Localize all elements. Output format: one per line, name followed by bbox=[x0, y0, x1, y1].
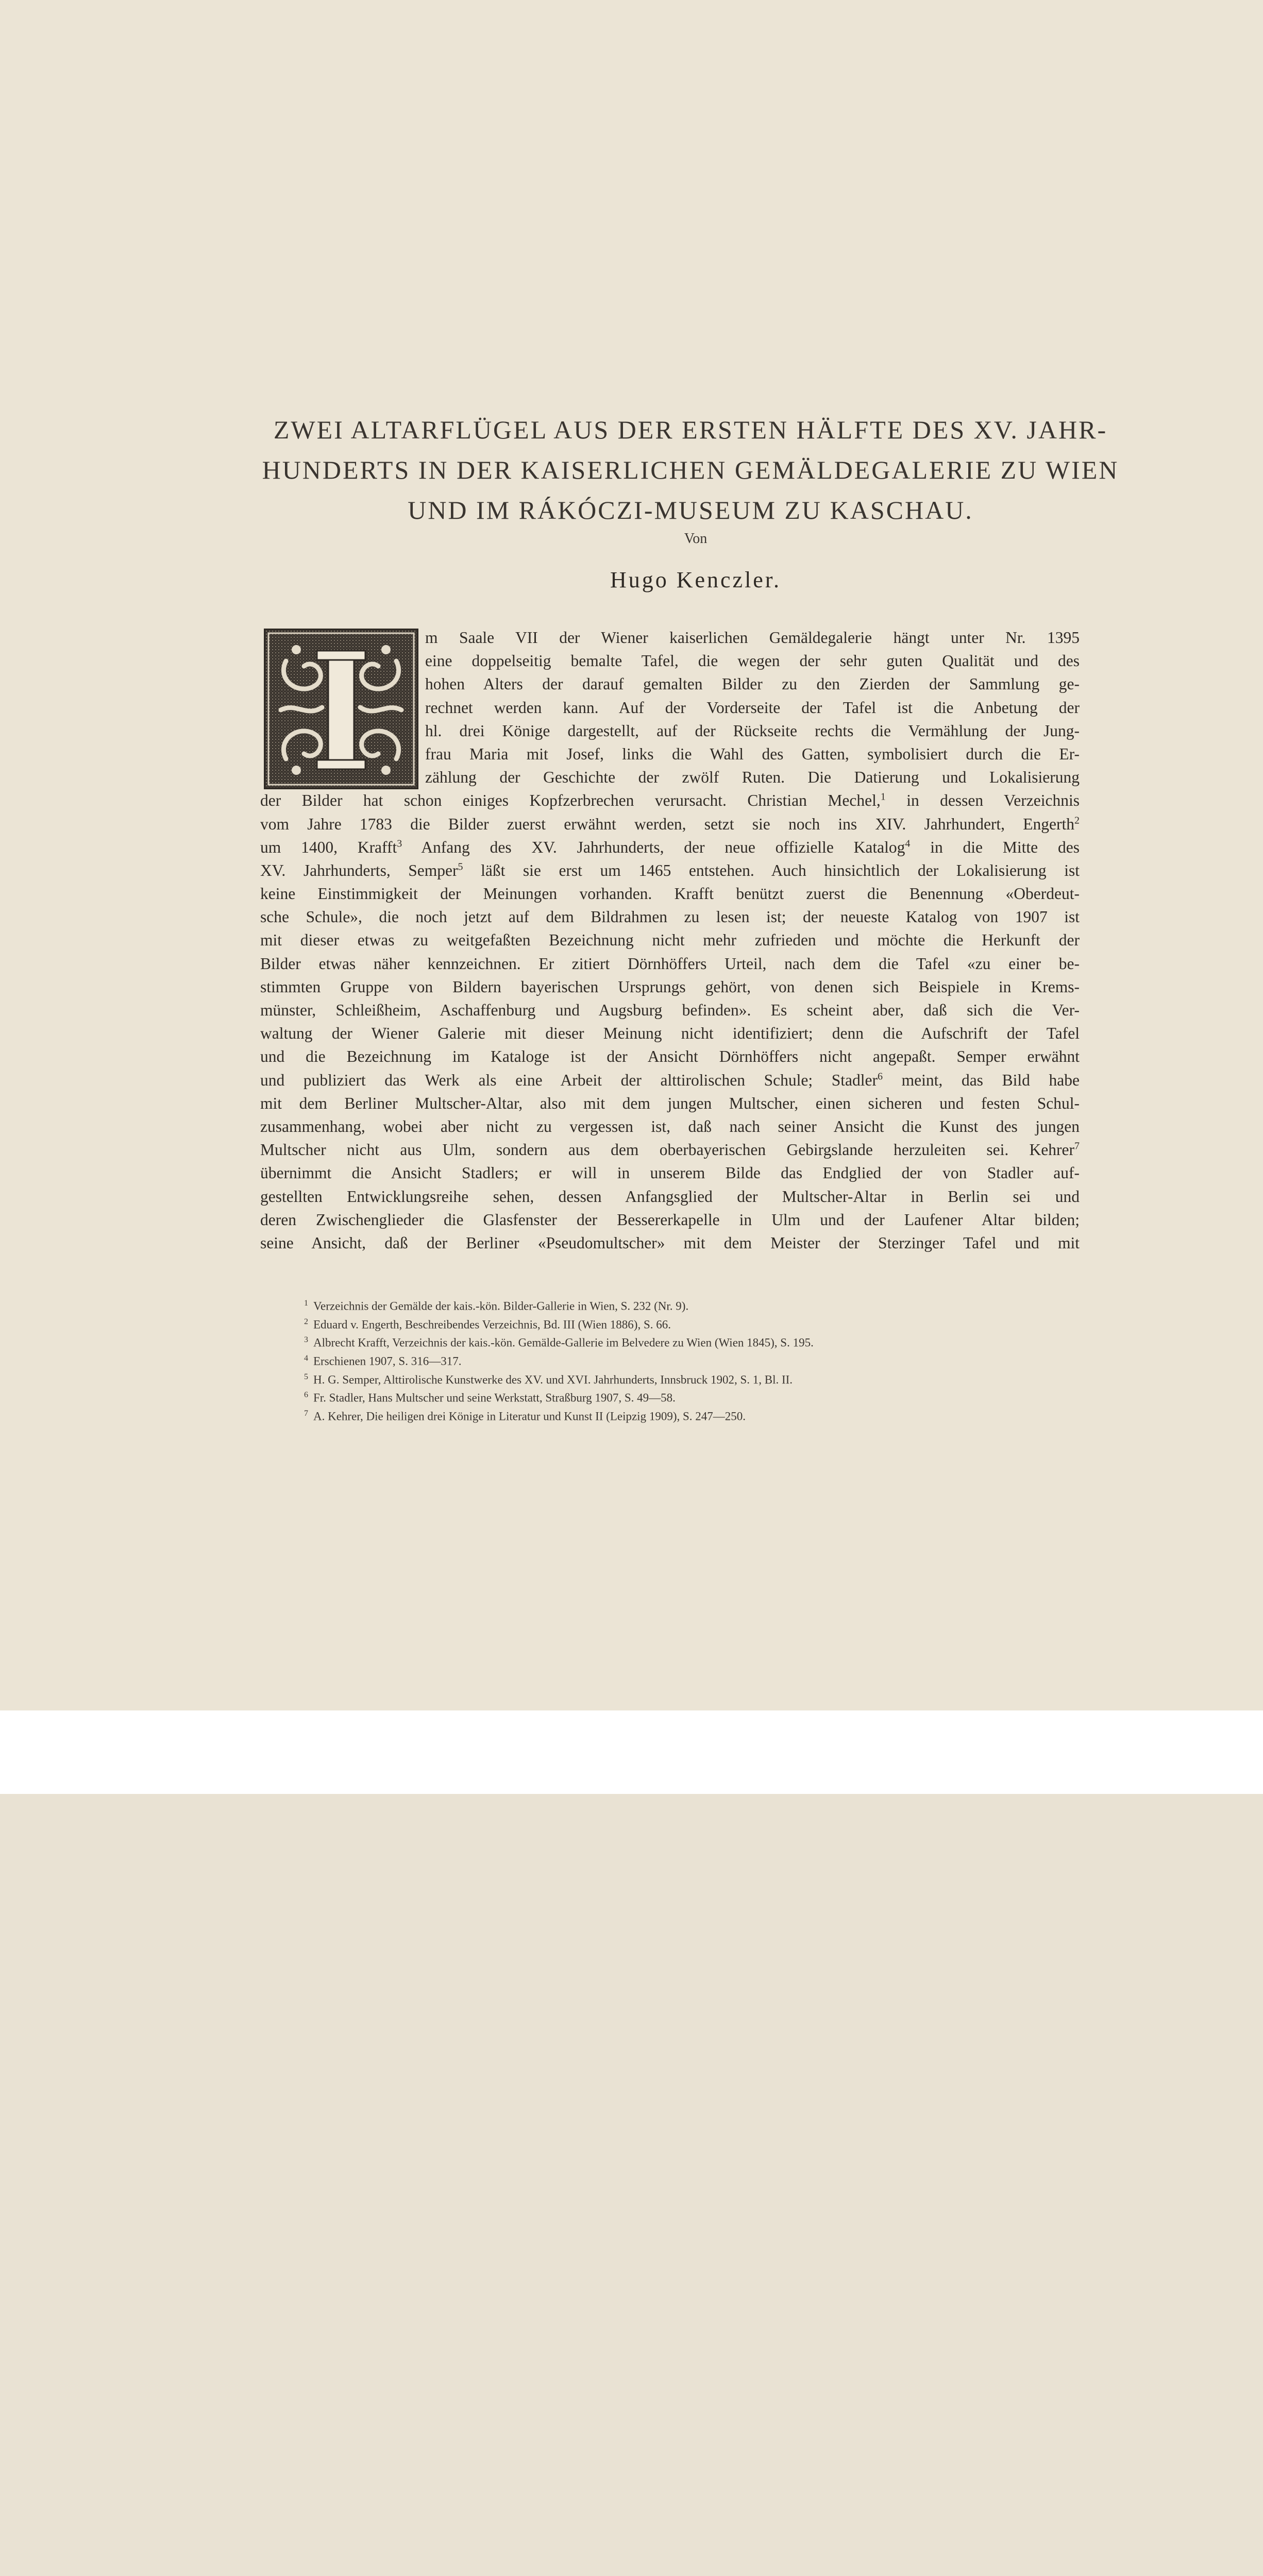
footnote: $^5$ H. G. Semper, Alttirolische Kunstwerke des XV. und XVI. Jahrhunderts, Innsbruck 1902, S. 1, Bl. II. bbox=[304, 1372, 793, 1386]
text-line: m Saale VII der Wiener kaiserlichen Gemäldegalerie hängt unter Nr. 1395 bbox=[425, 629, 1080, 647]
text-line: zusammenhang, wobei aber nicht zu vergessen ist, daß nach seiner Ansicht die Kunst des jungen bbox=[260, 1117, 1080, 1136]
footnote-ref: 2 bbox=[1074, 815, 1080, 826]
footnote: $^2$ Eduard v. Engerth, Beschreibendes Verzeichnis, Bd. III (Wien 1886), S. 66. bbox=[304, 1317, 671, 1331]
footnote-ref: 5 bbox=[458, 861, 463, 873]
footnote: $^3$ Albrecht Krafft, Verzeichnis der kais.-kön. Gemälde-Gallerie im Belvedere zu Wien (Wien 1845), S. 195. bbox=[304, 1335, 814, 1349]
title-line: HUNDERTS IN DER KAISERLICHEN GEMÄLDEGALERIE ZU WIEN bbox=[262, 455, 1119, 484]
text-line: um 1400, Krafft$^3$ Anfang des XV. Jahrhunderts, der neue offizielle Katalog$^4$ in die Mitte des bbox=[260, 838, 1080, 856]
viewer-footer bbox=[0, 1710, 1263, 1794]
byline: Von bbox=[684, 531, 708, 547]
text-line: frau Maria mit Josef, links die Wahl des Gatten, symbolisiert durch die Er- bbox=[425, 744, 1080, 763]
footnote: $^1$ Verzeichnis der Gemälde der kais.-kön. Bilder-Gallerie in Wien, S. 232 (Nr. 9). bbox=[304, 1299, 689, 1313]
text-line: zählung der Geschichte der zwölf Ruten. Die Datierung und Lokalisierung bbox=[425, 768, 1080, 787]
title-line: UND IM RÁKÓCZI-MUSEUM ZU KASCHAU. bbox=[408, 496, 973, 524]
body-text bbox=[260, 626, 1080, 1255]
text-line: Bilder etwas näher kennzeichnen. Er zitiert Dörnhöffers Urteil, nach dem die Tafel «zu einer be- bbox=[260, 954, 1080, 973]
text-line: hl. drei Könige dargestellt, auf der Rückseite rechts die Vermählung der Jung- bbox=[425, 721, 1080, 740]
text-line: seine Ansicht, daß der Berliner «Pseudomultscher» mit dem Meister der Sterzinger Tafel und mit bbox=[260, 1233, 1080, 1252]
text-line: und publiziert das Werk als eine Arbeit der alttirolischen Schule; Stadler$^6$ meint, das Bild habe bbox=[260, 1071, 1080, 1089]
text-line: sche Schule», die noch jetzt auf dem Bildrahmen zu lesen ist; der neueste Katalog von 1907 ist bbox=[260, 908, 1080, 926]
footnotes bbox=[304, 1296, 1077, 1425]
text-line: mit dem Berliner Multscher-Altar, also mit dem jungen Multscher, einen sicheren und festen Schul- bbox=[260, 1094, 1080, 1112]
footnote-ref: 6 bbox=[878, 1071, 883, 1082]
text-line: keine Einstimmigkeit der Meinungen vorhanden. Krafft benützt zuerst die Benennung «Oberdeut- bbox=[260, 885, 1080, 903]
text-line: eine doppelseitig bemalte Tafel, die wegen der sehr guten Qualität und des bbox=[425, 652, 1080, 670]
footnote: $^4$ Erschienen 1907, S. 316—317. bbox=[304, 1353, 462, 1368]
text-line: XV. Jahrhunderts, Semper$^5$ läßt sie erst um 1465 entstehen. Auch hinsichtlich der Lokalisierung ist bbox=[260, 861, 1080, 879]
article-title bbox=[222, 410, 1159, 530]
text-line: münster, Schleißheim, Aschaffenburg und Augsburg befinden». Es scheint aber, daß sich die Ver- bbox=[260, 1001, 1080, 1019]
text-line: hohen Alters der darauf gemalten Bilder zu den Zierden der Sammlung ge- bbox=[425, 675, 1080, 693]
author-name: Hugo Kenczler. bbox=[610, 567, 782, 592]
text-line: gestellten Entwicklungsreihe sehen, dessen Anfangsglied der Multscher-Altar in Berlin sei und bbox=[260, 1187, 1080, 1206]
text-line: waltung der Wiener Galerie mit dieser Meinung nicht identifiziert; denn die Aufschrift der Tafel bbox=[260, 1024, 1080, 1043]
text-line: übernimmt die Ansicht Stadlers; er will in unserem Bilde das Endglied der von Stadler auf- bbox=[260, 1164, 1080, 1182]
footnote-ref: 3 bbox=[397, 838, 402, 850]
text-line: der Bilder hat schon einiges Kopfzerbrechen verursacht. Christian Mechel,$^1$ in dessen Verzeichnis bbox=[260, 791, 1080, 810]
footnote-ref: 7 bbox=[1074, 1140, 1080, 1152]
footnote-ref: 4 bbox=[905, 838, 911, 850]
footnote: $^6$ Fr. Stadler, Hans Multscher und seine Werkstatt, Straßburg 1907, S. 49—58. bbox=[304, 1391, 676, 1404]
text-line: rechnet werden kann. Auf der Vorderseite der Tafel ist die Anbetung der bbox=[425, 698, 1080, 717]
text-line: deren Zwischenglieder die Glasfenster der Bessererkapelle in Ulm und der Laufener Altar bilden; bbox=[260, 1210, 1080, 1229]
text-line: stimmten Gruppe von Bildern bayerischen Ursprungs gehört, von denen sich Beispiele in Krems- bbox=[260, 977, 1080, 996]
text-line: Multscher nicht aus Ulm, sondern aus dem oberbayerischen Gebirgslande herzuleiten sei. Kehrer$^7$ bbox=[260, 1140, 1080, 1159]
footnote-ref: 1 bbox=[880, 791, 886, 803]
text-line: und die Bezeichnung im Kataloge ist der Ansicht Dörnhöffers nicht angepaßt. Semper erwähnt bbox=[260, 1047, 1080, 1066]
text-line: vom Jahre 1783 die Bilder zuerst erwähnt werden, setzt sie noch ins XIV. Jahrhundert, Engerth$^2$ bbox=[260, 815, 1080, 833]
text-line: mit dieser etwas zu weitgefaßten Bezeichnung nicht mehr zufrieden und möchte die Herkunft der bbox=[260, 931, 1080, 950]
footnote: $^7$ A. Kehrer, Die heiligen drei Könige in Literatur und Kunst II (Leipzig 1909), S. 247—250. bbox=[304, 1409, 746, 1423]
title-line: ZWEI ALTARFLÜGEL AUS DER ERSTEN HÄLFTE DES XV. JAHR- bbox=[273, 415, 1108, 444]
